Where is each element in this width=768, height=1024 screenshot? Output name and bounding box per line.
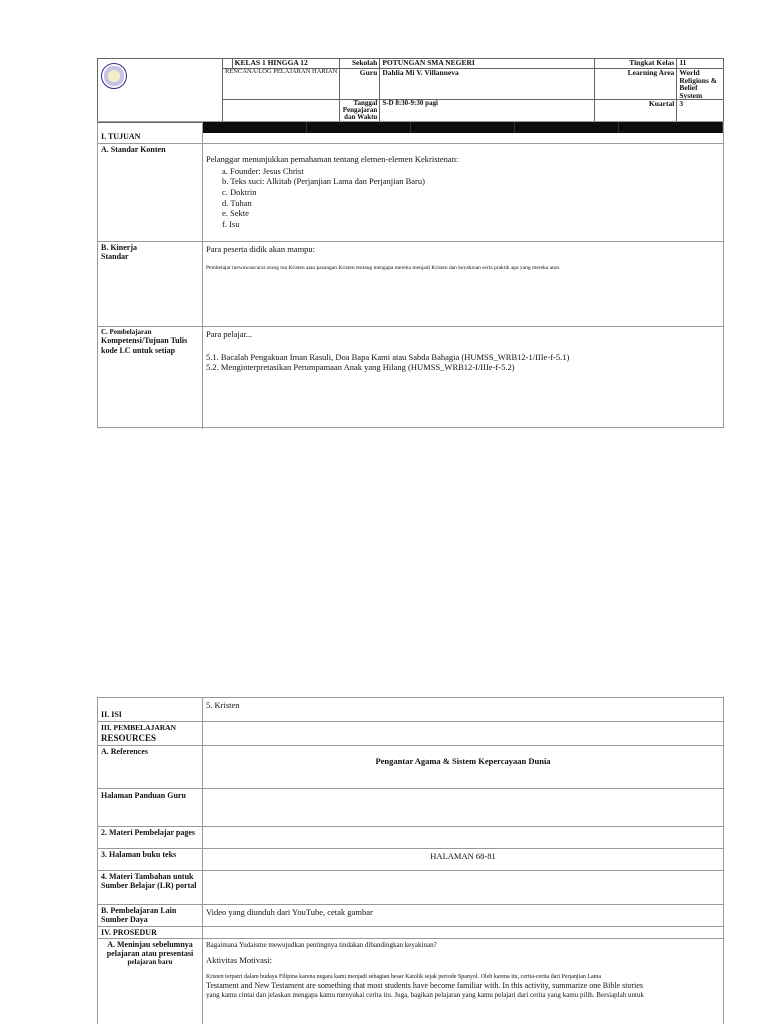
- kuartal-label: Kuartal: [595, 100, 677, 123]
- isi-row: [98, 698, 723, 722]
- header-black-bar: [203, 122, 723, 133]
- buku-row: [98, 849, 723, 871]
- deped-seal-icon: [101, 63, 127, 89]
- prosedur-row: [98, 927, 723, 939]
- meninjau-label: A. Meninjau sebelumnya pelajaran atau presentasi pelajaran baru: [98, 939, 203, 1024]
- header-kelas: KELAS 1 HINGGA 12: [232, 59, 340, 69]
- guru-value: Dahlia Mi V. Villanueva: [380, 69, 595, 100]
- lain-label: B. Pembelajaran Lain Sumber Daya: [98, 905, 203, 926]
- panduan-label: Halaman Panduan Guru: [98, 789, 203, 826]
- panduan-row: [98, 789, 723, 827]
- list-item: a. Founder: Jesus Christ: [222, 165, 304, 176]
- meninjau-row: [98, 939, 723, 1024]
- kinerja-text: Pembelajar mewawancarai orang tua Kristen atau pasangan Kristen tentang mengapa mereka menjadi Kristen dan keyakinan serta praktik apa yang mereka anut.: [206, 264, 561, 271]
- references-row: [98, 746, 723, 789]
- tingkat-label: Tingkat Kelas: [595, 59, 677, 69]
- pembelajaran-row: [98, 722, 723, 746]
- isi-value: 5. Kristen: [206, 700, 240, 710]
- objectives-table: [97, 121, 724, 428]
- tanggal-value: S-D 8:30-9:30 pagi: [380, 100, 595, 123]
- references-value: Pengantar Agama & Sistem Kepercayaan Dunia: [375, 756, 551, 766]
- pembelajaran-label: III. PEMBELAJARAN RESOURCES: [98, 722, 203, 745]
- paragraph-line-2: Testament and New Testament are something that most students have become familiar with. In this activity, summarize one Bible stories: [206, 981, 643, 991]
- paragraph-line-3: yang kamu cintai dan jelaskan mengapa kamu menyukai cerita itu. Juga, bagikan pelajaran yang kamu pelajari dari cerita yang kamu pilih. Bersiaplah untuk: [206, 991, 644, 1000]
- kuartal-value: 3: [677, 100, 724, 123]
- standar-konten-label: A. Standar Konten: [98, 144, 203, 241]
- standar-konten-list: [206, 166, 720, 230]
- kinerja-intro: Para peserta didik akan mampu:: [206, 244, 316, 254]
- isi-label: II. ISI: [98, 698, 203, 721]
- buku-value: HALAMAN 68-81: [430, 851, 496, 861]
- kompetensi-item-2: 5.2. Menginterpretasikan Perumpamaan Anak yang Hilang (HUMSS_WRB12-I/IIIe-f-5.2): [206, 362, 515, 373]
- paragraph-line-1: Kristen terpatri dalam budaya Filipina karena negara kami menjadi sebagian besar Katolik sejak periode Spanyol. Oleh karena itu, cerita-cerita dari Perjanjian Lama: [206, 974, 602, 981]
- kompetensi-label: C. Pembelajaran Kompetensi/Tujuan Tulis kode LC untuk setiap: [98, 327, 203, 429]
- list-item: b. Teks suci: Alkitab (Perjanjian Lama dan Perjanjian Baru): [222, 176, 425, 187]
- rencana-cell: RENCANA/LOG PELAJARAN HARIAN: [223, 69, 340, 100]
- kompetensi-row: [98, 327, 723, 429]
- kinerja-row: [98, 242, 723, 327]
- meninjau-question: Bagaimana Yudaisme mewujudkan pentingnya tindakan dibandingkan keyakinan?: [206, 941, 437, 949]
- lain-value: Video yang diunduh dari YouTube, cetak gambar: [206, 907, 373, 917]
- lain-row: [98, 905, 723, 927]
- prosedur-label: IV. PROSEDUR: [98, 927, 203, 938]
- header-table: [97, 58, 724, 121]
- content-table: [97, 697, 724, 1024]
- kinerja-label: B. Kinerja Standar: [98, 242, 203, 326]
- standar-konten-row: [98, 144, 723, 242]
- materi-row: [98, 827, 723, 849]
- materi-label: 2. Materi Pembelajar pages: [98, 827, 203, 848]
- area-label: Learning Area: [595, 69, 677, 100]
- references-label: A. References: [98, 746, 203, 788]
- area-value: World Religions & Belief System: [677, 69, 724, 100]
- list-item: d. Tuhan: [222, 197, 252, 208]
- kompetensi-intro: Para pelajar...: [206, 329, 253, 339]
- list-item: c. Doktrin: [222, 186, 257, 197]
- tambahan-row: [98, 871, 723, 905]
- tambahan-label: 4. Materi Tambahan untuk Sumber Belajar (LR) portal: [98, 871, 203, 904]
- tujuan-heading: I. TUJUAN: [98, 122, 203, 143]
- guru-label: Guru: [340, 69, 380, 100]
- list-item: f. Isu: [222, 218, 240, 229]
- kompetensi-item-1: 5.1. Bacalah Pengakuan Iman Rasuli, Doa Bapa Kami atau Sabda Bahagia (HUMSS_WRB12-1/IIIe-f-5.1): [206, 351, 570, 362]
- tingkat-value: 11: [677, 59, 724, 69]
- buku-label: 3. Halaman buku teks: [98, 849, 203, 870]
- aktivitas-heading: Aktivitas Motivasi:: [206, 955, 272, 966]
- list-item: e. Sekte: [222, 208, 249, 219]
- sekolah-label: Sekolah: [340, 59, 380, 69]
- tanggal-label-cell: Tanggal Pengajaran dan Waktu: [340, 100, 380, 123]
- sekolah-value: POTUNGAN SMA NEGERI: [380, 59, 595, 69]
- standar-konten-intro: Pelanggar menunjukkan pemahaman tentang elemen-elemen Kekristenan:: [206, 154, 459, 164]
